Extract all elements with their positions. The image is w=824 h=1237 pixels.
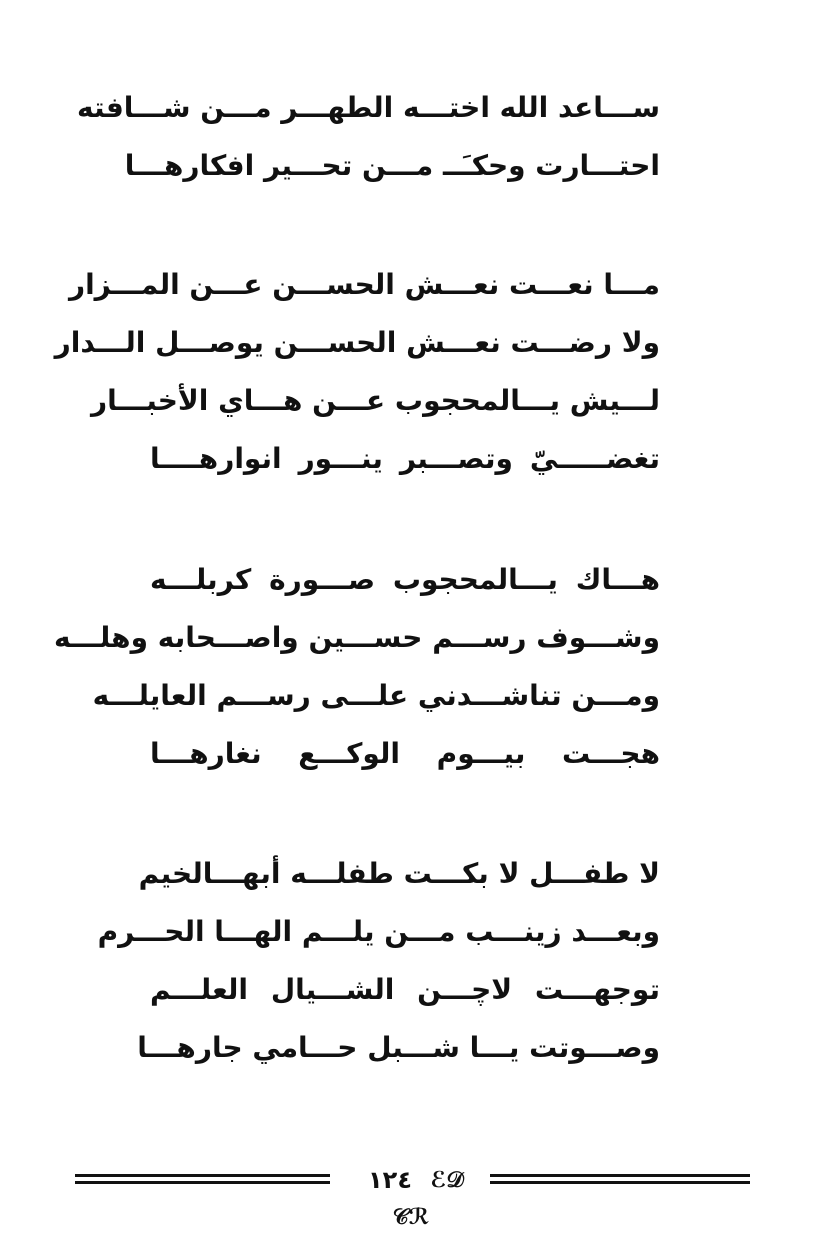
verse-line: وشـــوف رســـم حســـين واصـــحابه وهلـــه bbox=[54, 621, 660, 654]
verse-line: لـــيش يـــالمحجوب عـــن هـــاي الأخبـــار bbox=[90, 384, 660, 417]
footer-rule-right bbox=[490, 1174, 750, 1184]
stanza-1 bbox=[77, 89, 660, 205]
verse-line: ومـــن تناشـــدني علـــى رســـم العايلـــه bbox=[92, 679, 660, 712]
ornament-left-icon: 𝒞ℛ bbox=[392, 1205, 430, 1230]
page-number: ١٢٤ bbox=[368, 1166, 412, 1194]
stanza-3 bbox=[54, 561, 660, 793]
stanza-2 bbox=[54, 266, 660, 498]
verse-line: تغضـــــيّ وتصـــبر ينـــور انوارهــــا bbox=[150, 442, 660, 475]
ornament-right-icon: ℰ𝒟 bbox=[430, 1168, 464, 1193]
verse-line: ولا رضـــت نعـــش الحســـن يوصـــل الـــدار bbox=[54, 326, 660, 359]
stanza-4 bbox=[97, 855, 660, 1087]
verse-line: هـــاك يـــالمحجوب صـــورة كربلـــه bbox=[150, 563, 660, 596]
verse-line: احتـــارت وحكـَــ مـــن تحـــير افكارهـــا bbox=[124, 149, 660, 182]
verse-line: هجـــت بيـــوم الوكـــع نغارهـــا bbox=[150, 737, 660, 770]
verse-line: ســـاعد الله اختـــه الطهـــر مـــن شـــافته bbox=[77, 91, 660, 124]
page-number-group bbox=[347, 1162, 485, 1230]
verse-line: توجهـــت لاچـــن الشـــيال العلـــم bbox=[150, 973, 660, 1006]
page-footer bbox=[75, 1162, 750, 1230]
verse-line: وصـــوتت يـــا شـــبل حـــامي جارهـــا bbox=[137, 1031, 660, 1064]
verse-line: مـــا نعـــت نعـــش الحســـن عـــن المـــزار bbox=[68, 268, 660, 301]
verse-line: لا طفـــل لا بكـــت طفلـــه أبهـــالخيم bbox=[138, 857, 660, 890]
footer-rule-left bbox=[75, 1174, 330, 1184]
verse-line: وبعـــد زينـــب مـــن يلـــم الهـــا الحـــرم bbox=[97, 915, 660, 948]
